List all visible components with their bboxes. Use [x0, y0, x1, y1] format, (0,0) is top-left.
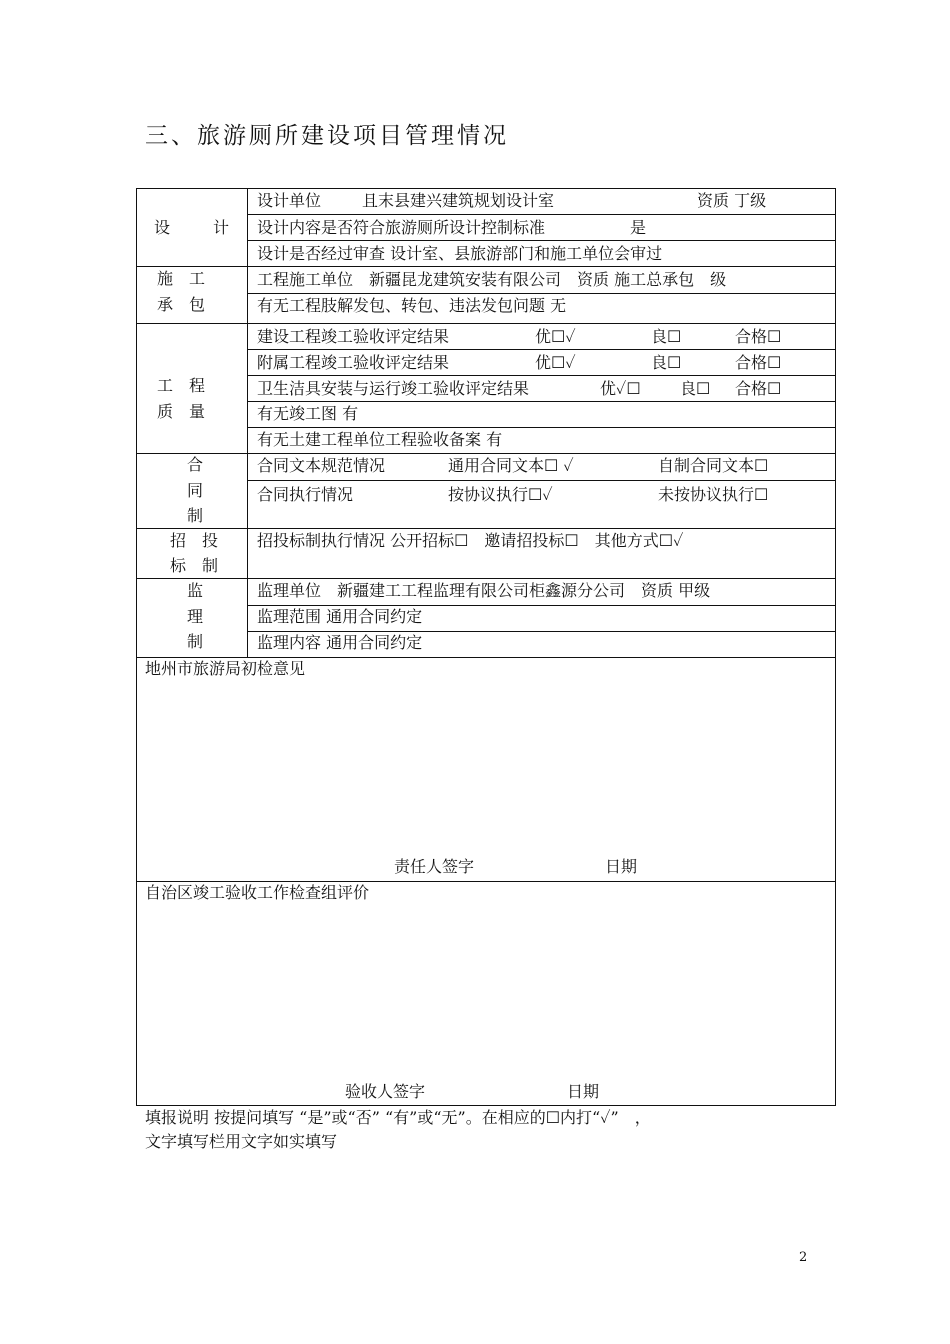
form-table — [136, 188, 836, 1106]
quality-main-hege: 合格☐ — [735, 327, 782, 346]
bidding-category-2: 标 制 — [170, 556, 219, 575]
fill-instructions-line1: 填报说明 按提问填写 “是”或“否” “有”或“无”。在相应的☐内打“✓” ， — [145, 1108, 651, 1127]
row-line — [247, 375, 836, 376]
quality-aux-liang: 良☐ — [651, 353, 682, 372]
quality-aux-label: 附属工程竣工验收评定结果 — [257, 353, 450, 372]
section-title: 三、旅游厕所建设项目管理情况 — [145, 123, 509, 149]
construction-category-1: 施 工 — [157, 269, 206, 288]
quality-sanitary-you: 优✓☐ — [600, 379, 641, 398]
design-category-right: 计 — [213, 218, 230, 237]
row-line — [247, 240, 836, 241]
quality-main-liang: 良☐ — [651, 327, 682, 346]
contract-category-3: 制 — [187, 506, 204, 525]
supervision-scope: 监理范围 通用合同约定 — [257, 607, 423, 626]
construction-subcontract: 有无工程肢解发包、转包、违法发包问题 无 — [257, 296, 567, 315]
row-line — [247, 401, 836, 402]
contract-exec-label: 合同执行情况 — [257, 485, 354, 504]
row-line — [247, 214, 836, 215]
quality-drawings: 有无竣工图 有 — [257, 404, 359, 423]
design-standard-answer: 是 — [630, 218, 647, 237]
design-standard: 设计内容是否符合旅游厕所设计控制标准 — [257, 218, 546, 237]
row-line — [137, 657, 836, 658]
supervision-unit: 监理单位 新疆建工工程监理有限公司柜鑫源分公司 资质 甲级 — [257, 581, 711, 600]
bidding-category-1: 招 投 — [170, 531, 219, 550]
prefecture-date-label: 日期 — [605, 857, 638, 876]
quality-main-label: 建设工程竣工验收评定结果 — [257, 327, 450, 346]
contract-exec-no: 未按协议执行☐ — [658, 485, 769, 504]
row-line — [247, 605, 836, 606]
row-line — [247, 349, 836, 350]
contract-exec-yes: 按协议执行☐✓ — [448, 485, 553, 504]
supervision-content: 监理内容 通用合同约定 — [257, 633, 423, 652]
supervision-category-1: 监 — [187, 581, 204, 600]
row-line — [247, 480, 836, 481]
column-divider — [247, 189, 248, 657]
quality-aux-hege: 合格☐ — [735, 353, 782, 372]
prefecture-signer-label: 责任人签字 — [394, 857, 475, 876]
region-signer-label: 验收人签字 — [345, 1082, 426, 1101]
contract-text-label: 合同文本规范情况 — [257, 456, 386, 475]
row-line — [247, 631, 836, 632]
quality-sanitary-label: 卫生洁具安装与运行竣工验收评定结果 — [257, 379, 530, 398]
quality-record: 有无土建工程单位工程验收备案 有 — [257, 430, 503, 449]
quality-aux-you: 优☐✓ — [535, 353, 576, 372]
design-qualification: 资质 丁级 — [697, 191, 767, 210]
row-line — [137, 578, 836, 579]
bidding-text: 招投标制执行情况 公开招标☐ 邀请招投标☐ 其他方式☐✓ — [257, 531, 684, 550]
supervision-category-2: 理 — [187, 607, 204, 626]
construction-unit: 工程施工单位 新疆昆龙建筑安装有限公司 资质 施工总承包 级 — [257, 270, 727, 289]
construction-category-2: 承 包 — [157, 295, 206, 314]
row-line — [137, 881, 836, 882]
contract-category-2: 同 — [187, 481, 204, 500]
quality-main-you: 优☐✓ — [535, 327, 576, 346]
design-unit-value: 且末县建兴建筑规划设计室 — [362, 191, 555, 210]
fill-instructions-line2: 文字填写栏用文字如实填写 — [145, 1132, 338, 1151]
quality-category-1: 工 程 — [157, 376, 206, 395]
quality-category-2: 质 量 — [157, 402, 206, 421]
contract-text-custom: 自制合同文本☐ — [658, 456, 769, 475]
row-line — [137, 528, 836, 529]
contract-category-1: 合 — [187, 455, 204, 474]
row-line — [247, 293, 836, 294]
row-line — [137, 266, 836, 267]
row-line — [247, 427, 836, 428]
design-category-left: 设 — [154, 218, 171, 237]
quality-sanitary-hege: 合格☐ — [735, 379, 782, 398]
supervision-category-3: 制 — [187, 632, 204, 651]
design-review: 设计是否经过审查 设计室、县旅游部门和施工单位会审过 — [257, 244, 663, 263]
quality-sanitary-liang: 良☐ — [680, 379, 711, 398]
region-evaluation-title: 自治区竣工验收工作检查组评价 — [145, 883, 370, 902]
prefecture-opinion-title: 地州市旅游局初检意见 — [145, 659, 306, 678]
contract-text-general: 通用合同文本☐ ✓ — [448, 456, 574, 475]
page-number: 2 — [799, 1250, 808, 1265]
design-unit-label: 设计单位 — [257, 191, 322, 210]
row-line — [137, 323, 836, 324]
region-date-label: 日期 — [567, 1082, 600, 1101]
row-line — [137, 453, 836, 454]
